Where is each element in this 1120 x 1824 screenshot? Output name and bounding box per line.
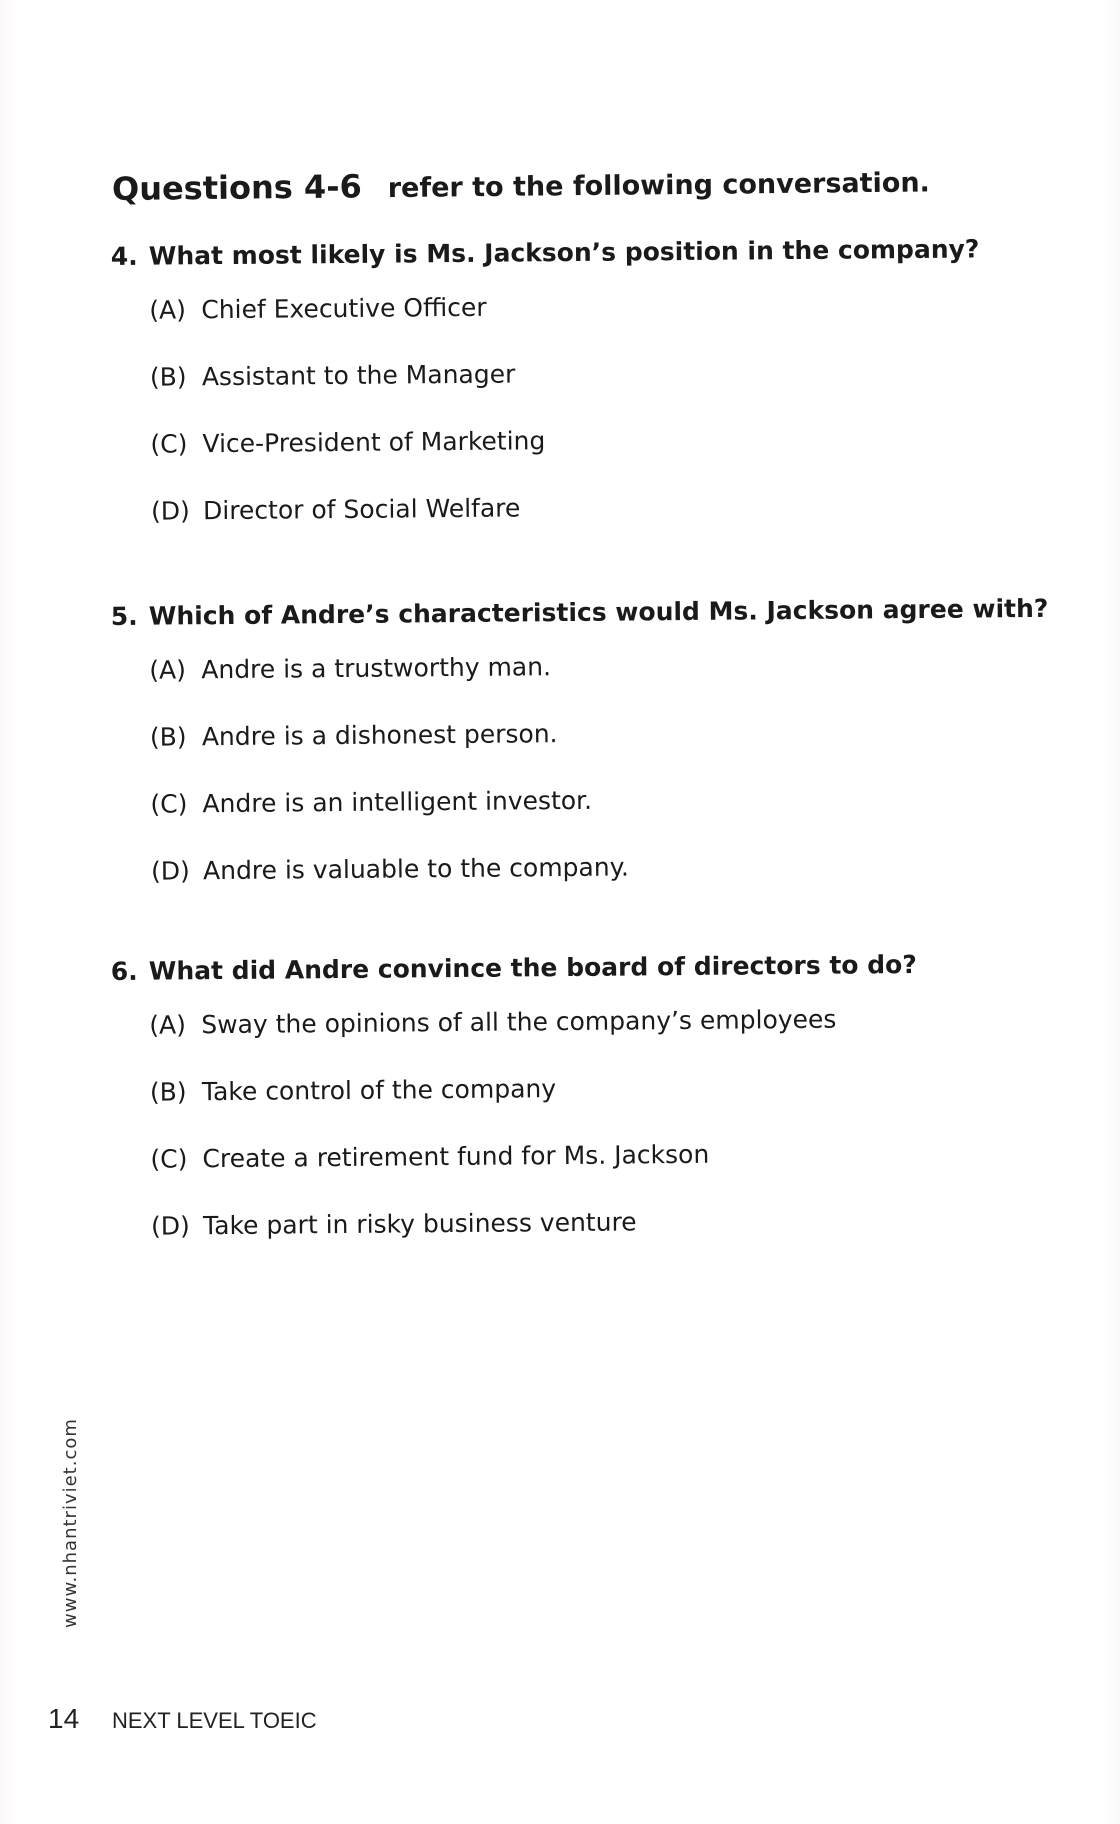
- answer-option-d[interactable]: [151, 470, 982, 544]
- page-number: 14: [48, 1703, 80, 1734]
- option-letter: (C): [150, 1144, 188, 1174]
- answer-option-d[interactable]: [151, 830, 1051, 905]
- answer-option-a[interactable]: [149, 985, 918, 1059]
- option-text: Andre is valuable to the company.: [202, 852, 629, 886]
- option-text: Chief Executive Officer: [201, 292, 487, 325]
- question-4: [111, 229, 982, 545]
- answer-option-b[interactable]: [150, 696, 1050, 771]
- answer-option-c[interactable]: [150, 763, 1050, 838]
- option-text: Vice-President of Marketing: [202, 426, 546, 459]
- question-6: [111, 945, 920, 1260]
- option-letter: (D): [150, 496, 190, 526]
- publisher-website: www.nhantriviet.com: [60, 1418, 81, 1628]
- option-letter: (B): [149, 362, 187, 392]
- question-number: 6.: [110, 956, 138, 987]
- book-title: NEXT LEVEL TOEIC: [112, 1708, 317, 1733]
- question-stem: [111, 229, 980, 277]
- question-range: Questions 4-6: [111, 167, 362, 208]
- question-number: 5.: [110, 601, 138, 632]
- question-stem: [111, 945, 917, 992]
- option-letter: (A): [149, 1010, 187, 1040]
- page-footer: [48, 1703, 317, 1735]
- answer-options: [111, 269, 982, 545]
- option-text: Andre is a trustworthy man.: [201, 652, 552, 685]
- option-letter: (D): [150, 1211, 190, 1241]
- answer-option-c[interactable]: [150, 1119, 919, 1193]
- answer-option-c[interactable]: [150, 403, 981, 477]
- option-letter: (A): [149, 655, 187, 685]
- question-5: [111, 589, 1051, 905]
- option-text: Take control of the company: [201, 1074, 557, 1107]
- option-text: Create a retirement fund for Ms. Jackson: [202, 1139, 710, 1174]
- option-letter: (C): [150, 429, 188, 459]
- question-number: 4.: [110, 241, 138, 272]
- question-text: What did Andre convince the board of directors to do?: [148, 949, 917, 986]
- option-letter: (D): [150, 856, 190, 886]
- option-text: Take part in risky business venture: [202, 1207, 637, 1241]
- option-text: Assistant to the Manager: [201, 359, 516, 392]
- answer-option-a[interactable]: [149, 629, 1049, 704]
- option-text: Sway the opinions of all the company’s employees: [201, 1004, 837, 1040]
- option-text: Andre is an intelligent investor.: [202, 785, 593, 819]
- section-instruction: refer to the following conversation.: [387, 167, 931, 205]
- option-letter: (B): [149, 722, 187, 752]
- question-text: What most likely is Ms. Jackson’s position in the company?: [148, 234, 980, 271]
- answer-options: [111, 985, 919, 1260]
- question-text: Which of Andre’s characteristics would Ms. Jackson agree with?: [148, 593, 1049, 631]
- option-letter: (C): [150, 789, 188, 819]
- option-letter: (A): [149, 295, 187, 325]
- answer-option-b[interactable]: [150, 1052, 919, 1126]
- question-stem: [111, 589, 1049, 637]
- answer-option-d[interactable]: [151, 1186, 920, 1260]
- option-text: Andre is a dishonest person.: [201, 719, 558, 752]
- option-letter: (B): [149, 1077, 187, 1107]
- option-text: Director of Social Welfare: [202, 493, 521, 526]
- section-header: [112, 161, 930, 208]
- answer-options: [111, 629, 1051, 905]
- answer-option-a[interactable]: [149, 269, 980, 343]
- answer-option-b[interactable]: [150, 336, 981, 410]
